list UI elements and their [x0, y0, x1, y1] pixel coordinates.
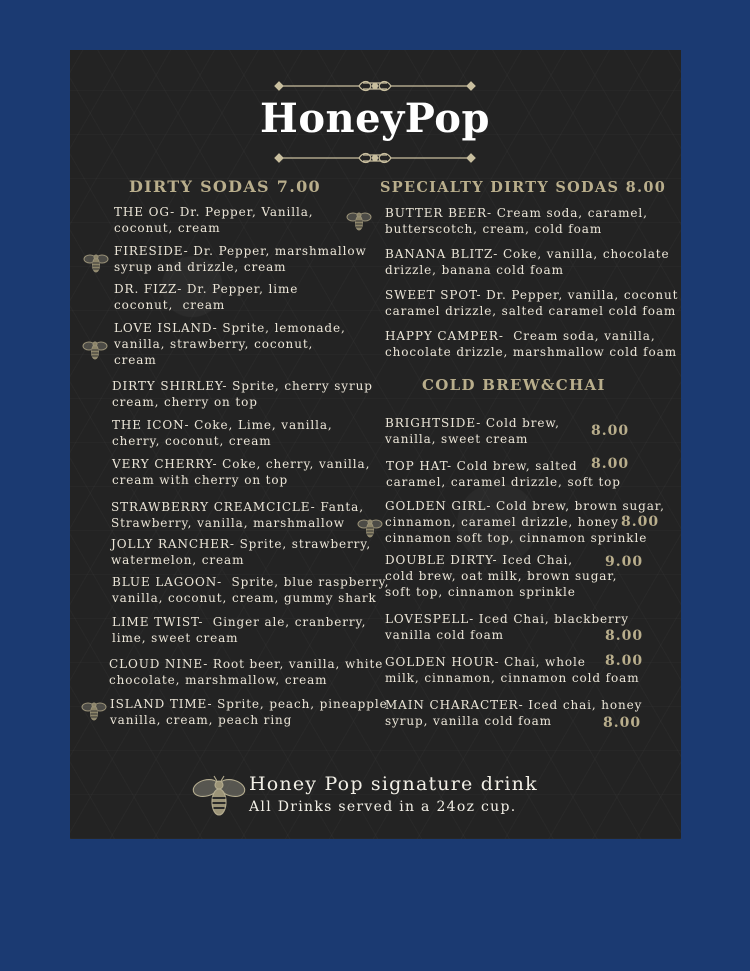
menu-item-happy-camper: HAPPY CAMPER- Cream soda, vanilla, chocolate drizzle, marshmallow cold foam — [385, 329, 677, 359]
menu-item-blue-lagoon: BLUE LAGOON- Sprite, blue raspberry, vanilla, coconut, cream, gummy shark — [112, 575, 390, 605]
menu-item-the-icon: THE ICON- Coke, Lime, vanilla, cherry, coconut, cream — [112, 418, 333, 448]
menu-item-lovespell: LOVESPELL- Iced Chai, blackberry vanilla cold foam — [385, 612, 629, 642]
specialty-sodas-heading: SPECIALTY DIRTY SODAS 8.00 — [380, 179, 667, 196]
menu-item-golden-girl: GOLDEN GIRL- Cold brew, brown sugar, cinnamon, caramel drizzle, honey cinnamon soft top, cinnamon sprinkle — [385, 499, 665, 545]
cold-brew-chai-heading: COLD BREW&CHAI — [422, 376, 606, 394]
price-lovespell: 8.00 — [605, 628, 644, 644]
menu-item-banana-blitz: BANANA BLITZ- Coke, vanilla, chocolate drizzle, banana cold foam — [385, 247, 670, 277]
brand-title: HoneyPop — [260, 95, 490, 142]
bee-icon — [83, 250, 109, 276]
menu-item-love-island: LOVE ISLAND- Sprite, lemonade, vanilla, strawberry, coconut, cream — [114, 321, 346, 367]
bee-icon — [82, 337, 108, 363]
price-main-character: 8.00 — [603, 715, 642, 731]
price-golden-hour: 8.00 — [605, 653, 644, 669]
menu-item-jolly-rancher: JOLLY RANCHER- Sprite, strawberry, watermelon, cream — [111, 537, 372, 567]
menu-item-butter-beer: BUTTER BEER- Cream soda, caramel, butterscotch, cream, cold foam — [385, 206, 648, 236]
menu-item-golden-hour: GOLDEN HOUR- Chai, whole milk, cinnamon, cinnamon cold foam — [385, 655, 640, 685]
dirty-sodas-heading: DIRTY SODAS 7.00 — [129, 177, 321, 196]
scroll-divider-icon — [273, 151, 477, 165]
price-double-dirty: 9.00 — [605, 554, 644, 570]
menu-item-island-time: ISLAND TIME- Sprite, peach, pineapple vanilla, cream, peach ring — [110, 697, 388, 727]
bee-icon — [346, 208, 372, 234]
price-brightside: 8.00 — [591, 423, 630, 439]
menu-item-double-dirty: DOUBLE DIRTY- Iced Chai, cold brew, oat milk, brown sugar, soft top, cinnamon sprinkle — [385, 553, 618, 599]
menu-item-very-cherry: VERY CHERRY- Coke, cherry, vanilla, cream with cherry on top — [112, 457, 371, 487]
bee-icon — [357, 515, 383, 541]
scroll-divider-icon — [273, 79, 477, 93]
menu-item-cloud-nine: CLOUD NINE- Root beer, vanilla, white chocolate, marshmallow, cream — [109, 657, 384, 687]
menu-item-fireside: FIRESIDE- Dr. Pepper, marshmallow syrup and drizzle, cream — [114, 244, 367, 274]
price-top-hat: 8.00 — [591, 456, 630, 472]
menu-item-main-character: MAIN CHARACTER- Iced chai, honey syrup, vanilla cold foam — [385, 698, 643, 728]
cup-size-note: All Drinks served in a 24oz cup. — [249, 799, 517, 815]
bee-icon — [191, 772, 247, 820]
bee-icon — [81, 698, 107, 724]
menu-item-strawberry-creamcicle: STRAWBERRY CREAMCICLE- Fanta, Strawberry, vanilla, marshmallow — [111, 500, 364, 530]
signature-drink-note: Honey Pop signature drink — [249, 773, 538, 795]
menu-item-top-hat: TOP HAT- Cold brew, salted caramel, caramel drizzle, soft top — [386, 459, 621, 489]
menu-item-sweet-spot: SWEET SPOT- Dr. Pepper, vanilla, coconut caramel drizzle, salted caramel cold foam — [385, 288, 679, 318]
menu-item-brightside: BRIGHTSIDE- Cold brew, vanilla, sweet cream — [385, 416, 560, 446]
menu-item-the-og: THE OG- Dr. Pepper, Vanilla, coconut, cream — [114, 205, 314, 235]
price-golden-girl: 8.00 — [621, 514, 660, 530]
menu-item-lime-twist: LIME TWIST- Ginger ale, cranberry, lime, sweet cream — [112, 615, 367, 645]
menu-item-dr-fizz: DR. FIZZ- Dr. Pepper, lime coconut, cream — [114, 282, 299, 312]
menu-item-dirty-shirley: DIRTY SHIRLEY- Sprite, cherry syrup cream, cherry on top — [112, 379, 373, 409]
